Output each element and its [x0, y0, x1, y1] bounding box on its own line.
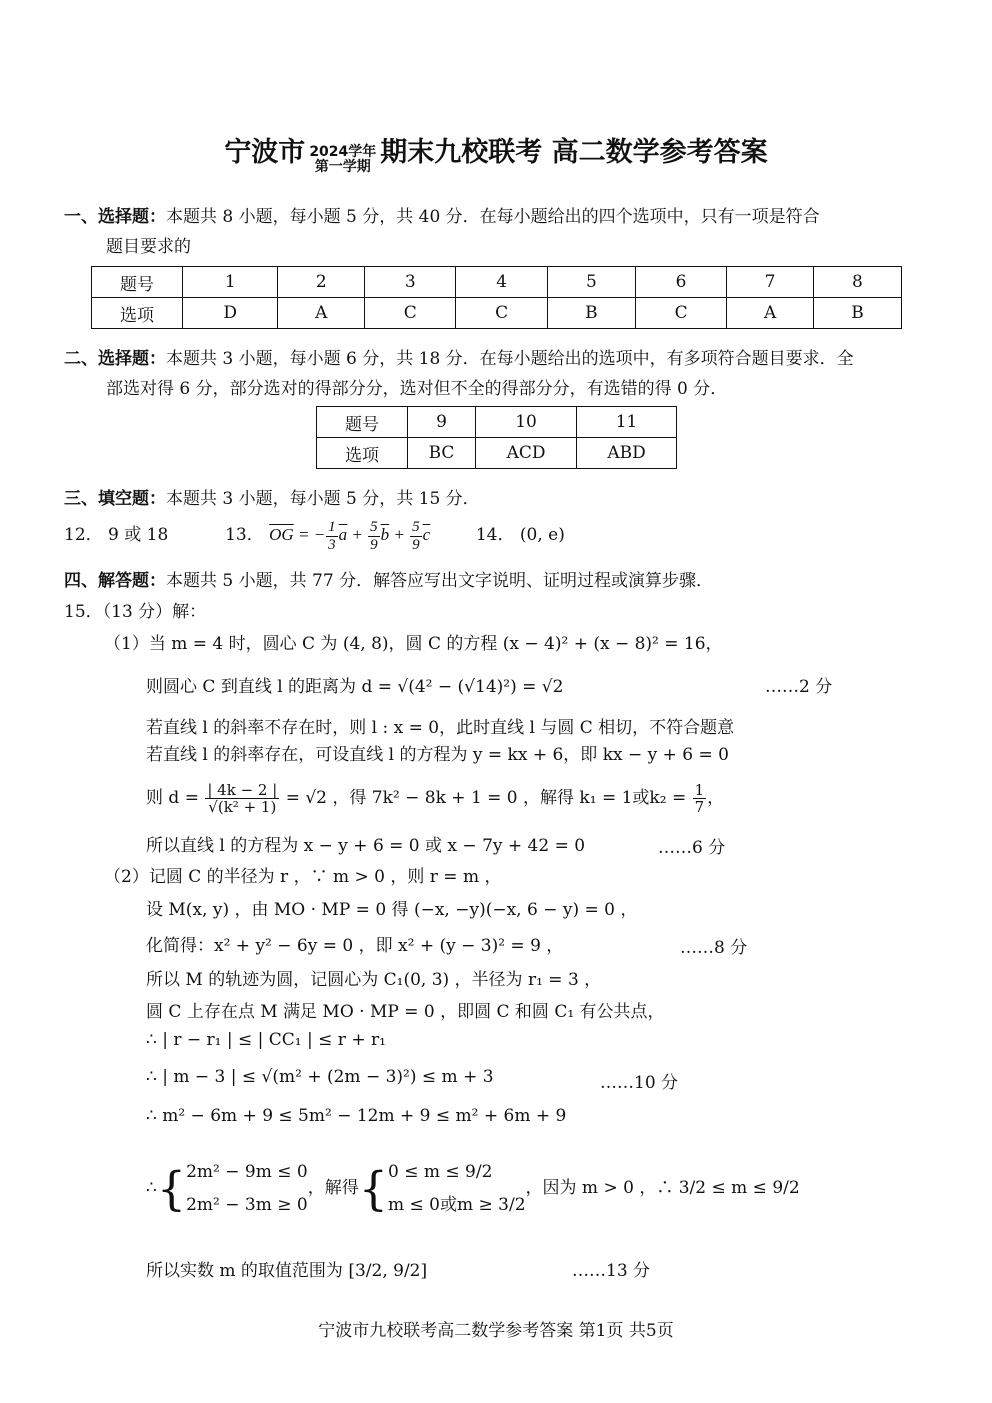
- fill-answers-line: [64, 512, 565, 558]
- section1-desc1: 本题共 8 小题，每小题 5 分，共 40 分．在每小题给出的四个选项中，只有一项是符合: [166, 207, 820, 227]
- row-label-number: 题号: [317, 407, 408, 438]
- q15-line6: 所以直线 l 的方程为 x − y + 6 = 0 或 x − 7y + 42 = 0: [146, 836, 586, 856]
- q15-line14: ∴ m² − 6m + 9 ≤ 5m² − 12m + 9 ≤ m² + 6m + 9: [146, 1106, 567, 1126]
- score-13: ……13 分: [572, 1261, 651, 1281]
- section3-desc: 本题共 3 小题，每小题 5 分，共 15 分．: [166, 489, 480, 509]
- table-cell: A: [727, 298, 814, 329]
- because-text: ，因为 m > 0 ，∴ 3/2 ≤ m ≤ 9/2: [525, 1178, 800, 1198]
- table-cell: 1: [183, 267, 278, 298]
- fraction-numerator: | 4k − 2 |: [207, 780, 278, 799]
- section2-desc2: 部选对得 6 分，部分选对的得部分分，选对但不全的得部分分，有选错的得 0 分．: [106, 379, 728, 399]
- answer-q13: $\overline{OG}$ = − $\frac{1}{3}$ $\overline{a}$ + $\frac{5}{9}$ $\overline{b}$ + $\frac{5}{9}$ $\overline{c}$: [269, 519, 431, 553]
- page-title: [0, 130, 992, 190]
- q15-line2: 则圆心 C 到直线 l 的距离为 d = √(4² − (√14)²) = √2: [146, 677, 564, 697]
- title-suffix: 期末九校联考 高二数学参考答案: [380, 137, 768, 168]
- section3-line: [64, 484, 480, 509]
- system2-line-a: 0 ≤ m ≤ 9/2: [388, 1162, 493, 1183]
- k2-fraction: [693, 782, 707, 816]
- q15-heading: 15．（13 分）解：: [64, 602, 207, 622]
- q15-line10: 所以 M 的轨迹为圆，记圆心为 C₁(0, 3) ，半径为 r₁ = 3 ，: [146, 970, 602, 990]
- q15-conclusion: 所以实数 m 的取值范围为 [3/2, 9/2]: [146, 1261, 428, 1281]
- q15-line4: 若直线 l 的斜率存在，可设直线 l 的方程为 y = kx + 6，即 kx − y + 6 = 0: [146, 745, 729, 765]
- q15-line3: 若直线 l 的斜率不存在时，则 l : x = 0，此时直线 l 与圆 C 相切，不符合题意: [146, 718, 735, 738]
- section3-heading: 三、填空题：: [64, 489, 166, 509]
- score-8: ……8 分: [680, 938, 748, 958]
- section2-heading: 二、选择题：: [64, 349, 166, 369]
- table-cell: 9: [408, 407, 476, 438]
- table-cell: ABD: [577, 438, 677, 469]
- distance-fraction: [205, 782, 279, 816]
- title-term-stack: [309, 145, 376, 174]
- table-cell: A: [278, 298, 365, 329]
- title-term: 第一学期: [314, 158, 371, 175]
- q15-line5-end: ，: [707, 788, 725, 808]
- q15-line5: [146, 772, 724, 824]
- section1-desc2: 题目要求的: [106, 237, 191, 257]
- table-cell: 10: [475, 407, 576, 438]
- q15-line13: ∴ | m − 3 | ≤ √(m² + (2m − 3)²) ≤ m + 3: [146, 1067, 494, 1087]
- score-10: ……10 分: [600, 1073, 679, 1093]
- inequality-system-2: [388, 1156, 526, 1221]
- q15-line11: 圆 C 上存在点 M 满足 MO · MP = 0 ，即圆 C 和圆 C₁ 有公共点，: [146, 1002, 665, 1022]
- row-label-answer: 选项: [317, 438, 408, 469]
- q15-line1: （1）当 m = 4 时，圆心 C 为 (4, 8)，圆 C 的方程 (x − 4)² + (x − 8)² = 16，: [104, 634, 723, 654]
- row-label-number: 题号: [92, 267, 183, 298]
- system1-line-b: 2m² − 3m ≥ 0: [186, 1194, 308, 1215]
- table-cell: D: [183, 298, 278, 329]
- fraction-denominator: √(k² + 1): [208, 798, 277, 816]
- left-brace: {: [358, 1161, 388, 1216]
- table-cell: BC: [408, 438, 476, 469]
- table-cell: 3: [365, 267, 456, 298]
- section1-answer-table: [91, 266, 902, 329]
- answer-q14: 14． (0, e): [475, 525, 565, 545]
- q15-line12: ∴ | r − r₁ | ≤ | CC₁ | ≤ r + r₁: [146, 1030, 386, 1050]
- page-footer: 宁波市九校联考高二数学参考答案 第1页 共5页: [318, 1321, 674, 1341]
- score-2: ……2 分: [765, 677, 833, 697]
- table-cell: ACD: [475, 438, 576, 469]
- inequality-system-1: [186, 1156, 308, 1221]
- table-cell: 7: [727, 267, 814, 298]
- answer-q12: 12． 9 或 18: [64, 525, 169, 545]
- q15-line9: 化简得：x² + y² − 6y = 0 ，即 x² + (y − 3)² = 9 ，: [146, 936, 564, 956]
- table-cell: 6: [635, 267, 726, 298]
- section4-heading: 四、解答题：: [64, 571, 166, 591]
- q15-line5-mid: = √2 ，得 7k² − 8k + 1 = 0 ，解得 k₁ = 1或k₂ =: [285, 788, 687, 808]
- table-cell: 5: [547, 267, 635, 298]
- section1-heading: 一、选择题：: [64, 207, 166, 227]
- fraction-numerator: 1: [694, 780, 705, 799]
- title-year: 2024学年: [309, 143, 377, 160]
- row-label-answer: 选项: [92, 298, 183, 329]
- table-cell: C: [365, 298, 456, 329]
- table-row: [317, 407, 677, 438]
- table-cell: B: [547, 298, 635, 329]
- q15-line5-start: 则 d =: [146, 788, 199, 808]
- table-cell: B: [813, 298, 901, 329]
- table-row: [92, 298, 902, 329]
- title-prefix: 宁波市: [224, 137, 306, 168]
- table-cell: 8: [813, 267, 901, 298]
- left-brace: {: [156, 1161, 187, 1216]
- table-cell: C: [635, 298, 726, 329]
- system2-line-b: m ≤ 0或m ≥ 3/2: [388, 1194, 526, 1215]
- section2-desc1: 本题共 3 小题，每小题 6 分，共 18 分．在每小题给出的选项中，有多项符合题目要求．全: [166, 349, 854, 369]
- q15-line8: 设 M(x, y) ，由 MO · MP = 0 得 (−x, −y)(−x, 6 − y) = 0 ，: [146, 900, 638, 920]
- section4-line: [64, 566, 713, 591]
- therefore-symbol: ∴: [146, 1178, 157, 1198]
- table-cell: C: [456, 298, 547, 329]
- answer-q13-label: 13．: [225, 525, 264, 545]
- section4-desc: 本题共 5 小题，共 77 分．解答应写出文字说明、证明过程或演算步骤．: [166, 571, 714, 591]
- score-6: ……6 分: [658, 838, 726, 858]
- table-row: [317, 438, 677, 469]
- section1-line1: [64, 202, 820, 227]
- system1-line-a: 2m² − 9m ≤ 0: [186, 1162, 308, 1183]
- q15-system-line: [146, 1140, 800, 1236]
- table-cell: 4: [456, 267, 547, 298]
- q15-line7: （2）记圆 C 的半径为 r ，∵ m > 0 ，则 r = m ，: [104, 867, 502, 887]
- table-row: [92, 267, 902, 298]
- solve-text: ，解得: [307, 1178, 359, 1198]
- section2-answer-table: [316, 406, 677, 469]
- table-cell: 11: [577, 407, 677, 438]
- table-cell: 2: [278, 267, 365, 298]
- section2-line1: [64, 344, 854, 369]
- fraction-denominator: 7: [694, 798, 705, 816]
